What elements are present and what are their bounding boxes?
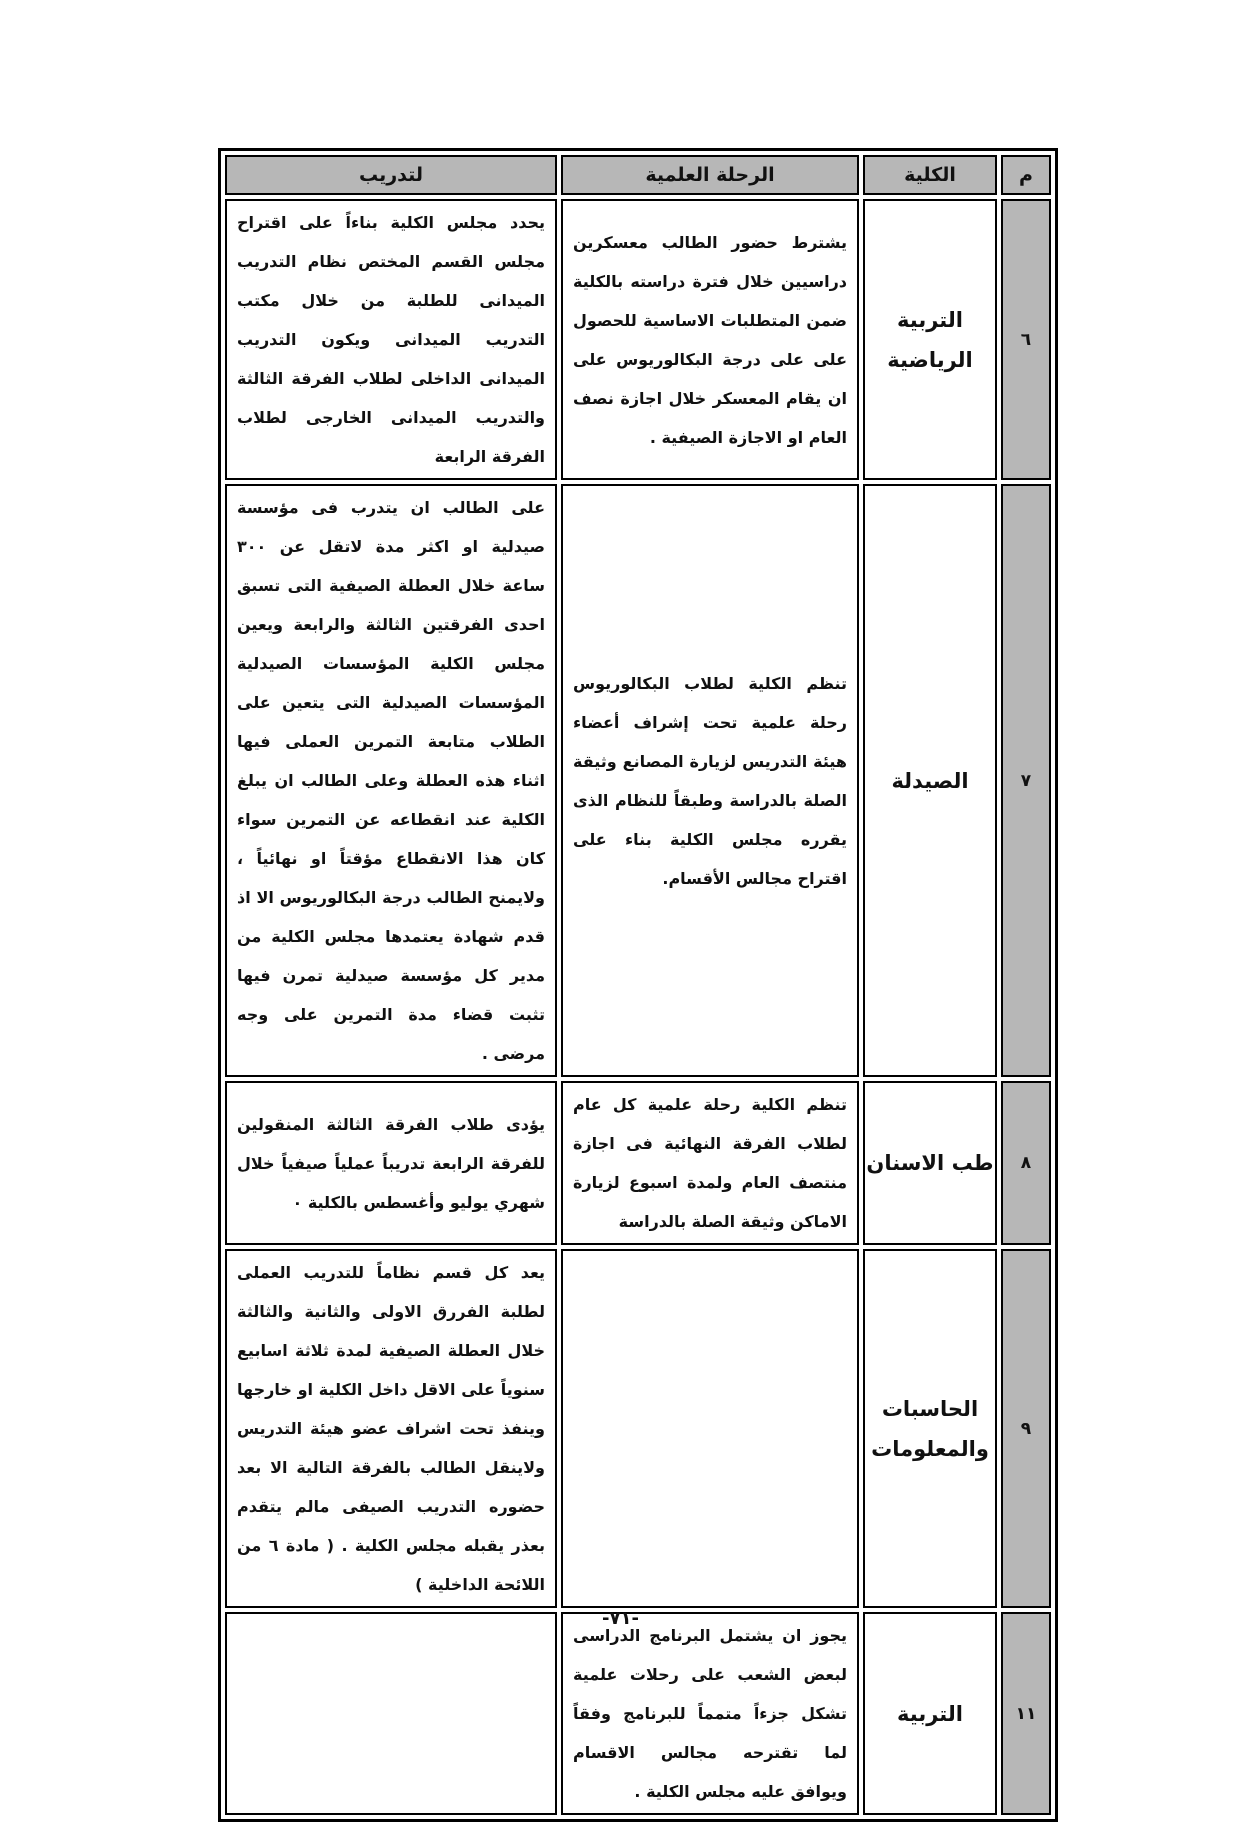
row-faculty: التربية الرياضية — [863, 199, 997, 480]
row-index: ٨ — [1001, 1081, 1051, 1245]
table-row — [225, 1612, 1051, 1815]
row-training: على الطالب ان يتدرب فى مؤسسة صيدلية او اكثر مدة لاتقل عن ٣٠٠ ساعة خلال العطلة الصيفية التى تسبق احدى الفرقتين الثالثة والرابعة ويعين مجلس الكلية المؤسسات الصيدلية المؤسسات الصيدلية التى يتعين على الطلاب متابعة التمرين العملى فيها اثناء هذه العطلة وعلى الطالب ان يبلغ الكلية عند انقطاعه عن التمرين سواء كان هذا الانقطاع مؤقتاً او نهائياً ، ولايمنح الطالب درجة البكالوريوس الا اذ قدم شهادة يعتمدها مجلس الكلية من مدير كل مؤسسة صيدلية تمرن فيها تثبت قضاء مدة التمرين على وجه مرضى . — [225, 484, 557, 1077]
row-index: ٩ — [1001, 1249, 1051, 1608]
table-row — [225, 484, 1051, 1077]
row-index: ٦ — [1001, 199, 1051, 480]
row-trip: يشترط حضور الطالب معسكرين دراسيين خلال فترة دراسته بالكلية ضمن المتطلبات الاساسية للحصول على على درجة البكالوريوس على ان يقام المعسكر خلال اجازة نصف العام او الاجازة الصيفية . — [561, 199, 859, 480]
table-row — [225, 199, 1051, 480]
header-index: م — [1001, 155, 1051, 195]
row-trip: يجوز ان يشتمل البرنامج الدراسى لبعض الشعب على رحلات علمية تشكل جزءاً متمماً للبرنامج وفقاً لما تقترحه مجالس الاقسام ويوافق عليه مجلس الكلية . — [561, 1612, 859, 1815]
row-faculty: طب الاسنان — [863, 1081, 997, 1245]
row-training: يعد كل قسم نظاماً للتدريب العملى لطلبة الفررق الاولى والثانية والثالثة خلال العطلة الصيفية لمدة ثلاثة اسابيع سنوياً على الاقل داخل الكلية او خارجها وينفذ تحت اشراف عضو هيئة التدريس ولاينقل الطالب بالفرقة التالية الا بعد حضوره التدريب الصيفى مالم يتقدم بعذر يقبله مجلس الكلية . ( مادة ٦ من اللائحة الداخلية ) — [225, 1249, 557, 1608]
row-training: يؤدى طلاب الفرقة الثالثة المنقولين للفرقة الرابعة تدريباً عملياً صيفياً خلال شهري يوليو وأغسطس بالكلية ٠ — [225, 1081, 557, 1245]
row-training: يحدد مجلس الكلية بناءاً على اقتراح مجلس القسم المختص نظام التدريب الميدانى للطلبة من خلال مكتب التدريب الميدانى ويكون التدريب الميدانى الداخلى لطلاب الفرقة الثالثة والتدريب الميدانى الخارجى لطلاب الفرقة الرابعة — [225, 199, 557, 480]
row-faculty: التربية — [863, 1612, 997, 1815]
header-faculty: الكلية — [863, 155, 997, 195]
row-faculty: الحاسبات والمعلومات — [863, 1249, 997, 1608]
table-header-row — [225, 155, 1051, 195]
row-index: ٧ — [1001, 484, 1051, 1077]
page-number: -٧١- — [602, 1608, 639, 1629]
row-index: ١١ — [1001, 1612, 1051, 1815]
header-trip: الرحلة العلمية — [561, 155, 859, 195]
table-row — [225, 1249, 1051, 1608]
faculty-training-table — [218, 148, 1058, 1822]
row-trip: تنظم الكلية رحلة علمية كل عام لطلاب الفرقة النهائية فى اجازة منتصف العام ولمدة اسبوع لزيارة الاماكن وثيقة الصلة بالدراسة — [561, 1081, 859, 1245]
header-training: لتدريب — [225, 155, 557, 195]
row-trip: تنظم الكلية لطلاب البكالوريوس رحلة علمية تحت إشراف أعضاء هيئة التدريس لزيارة المصانع وثيقة الصلة بالدراسة وطبقاً للنظام الذى يقرره مجلس الكلية بناء على اقتراح مجالس الأقسام. — [561, 484, 859, 1077]
row-faculty: الصيدلة — [863, 484, 997, 1077]
row-training — [225, 1612, 557, 1815]
table-row — [225, 1081, 1051, 1245]
row-trip — [561, 1249, 859, 1608]
